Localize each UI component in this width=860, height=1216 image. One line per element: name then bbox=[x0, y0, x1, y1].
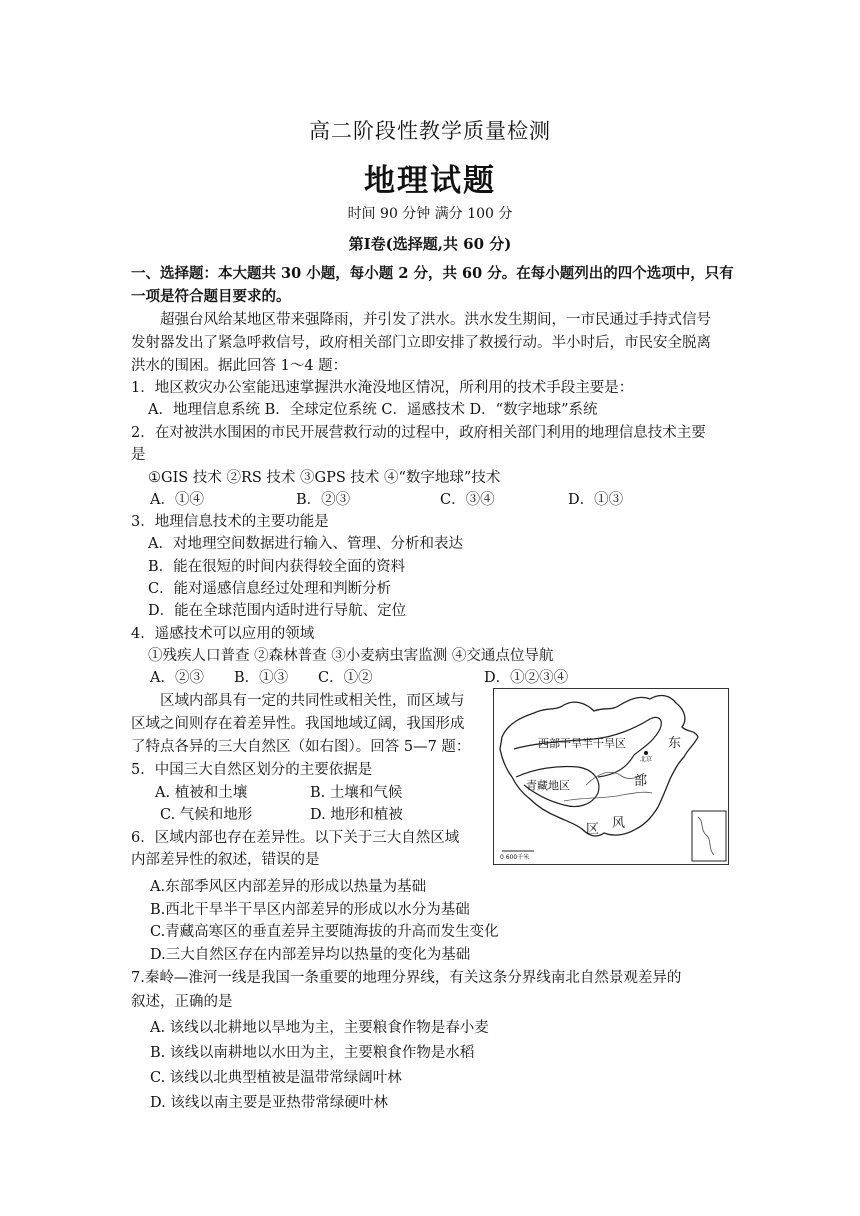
label-qingzang: 青藏地区 bbox=[526, 779, 570, 792]
passage2-line-1: 区域内部具有一定的共同性或相关性，而区域与 bbox=[160, 693, 465, 709]
china-natural-regions-map bbox=[493, 688, 729, 865]
passage1-line-1: 超强台风给某地区带来强降雨，并引发了洪水。洪水发生期间，一市民通过手持式信号 bbox=[160, 312, 711, 328]
south-china-sea-inset bbox=[692, 811, 726, 861]
q3-stem: 3．地理信息技术的主要功能是 bbox=[131, 514, 329, 530]
q7-option-b: B. 该线以南耕地以水田为主，主要粮食作物是水稻 bbox=[150, 1045, 475, 1061]
q4-items: ①残疾人口普查 ②森林普查 ③小麦病虫害监测 ④交通点位导航 bbox=[148, 648, 554, 664]
instructions-line-1: 一、选择题：本大题共 30 小题，每小题 2 分，共 60 分。在每小题列出的四个选项中，只有 bbox=[131, 265, 734, 282]
q7-stem-2: 叙述，正确的是 bbox=[131, 994, 233, 1010]
q1-stem: 1．地区救灾办公室能迅速掌握洪水淹没地区情况，所利用的技术手段主要是： bbox=[131, 380, 634, 396]
part-title: 第Ⅰ卷(选择题,共 60 分) bbox=[348, 235, 512, 253]
q1-options: A．地理信息系统 B．全球定位系统 C．遥感技术 D．“数字地球”系统 bbox=[148, 402, 598, 418]
q3-option-c: C．能对遥感信息经过处理和判断分析 bbox=[148, 581, 392, 597]
map-drawing bbox=[494, 689, 728, 864]
china-outline bbox=[500, 696, 698, 836]
q7-option-a: A. 该线以北耕地以旱地为主，主要粮食作物是春小麦 bbox=[150, 1020, 489, 1036]
passage2-line-3: 了特点各异的三大自然区（如右图）。回答 5—7 题： bbox=[131, 739, 471, 755]
q5-option-a: A. 植被和土壤 bbox=[155, 785, 248, 801]
time-info: 时间 90 分钟 满分 100 分 bbox=[347, 206, 513, 222]
yangtze-river bbox=[564, 792, 652, 801]
q3-option-a: A．对地理空间数据进行输入、管理、分析和表达 bbox=[148, 536, 463, 552]
q2-option-c: C．③④ bbox=[440, 492, 495, 508]
q4-stem: 4．遥感技术可以应用的领域 bbox=[131, 626, 315, 642]
q2-option-d: D．①③ bbox=[568, 492, 624, 508]
q2-stem-2: 是 bbox=[131, 447, 146, 463]
label-east: 东 bbox=[668, 736, 682, 751]
scale-label: 0 600千米 bbox=[500, 854, 530, 861]
passage1-line-3: 洪水的围困。据此回答 1～4 题： bbox=[131, 358, 348, 374]
q4-option-b: B．①③ bbox=[234, 670, 289, 686]
q5-option-c: C. 气候和地形 bbox=[160, 807, 253, 823]
q3-option-d: D．能在全球范围内适时进行导航、定位 bbox=[148, 603, 407, 619]
label-feng: 风 bbox=[612, 816, 626, 831]
q4-option-c: C．①② bbox=[318, 670, 373, 686]
passage2-line-2: 区域之间则存在着差异性。我国地域辽阔，我国形成 bbox=[131, 716, 465, 732]
q7-stem-1: 7.秦岭—淮河一线是我国一条重要的地理分界线，有关这条分界线南北自然景观差异的 bbox=[131, 970, 682, 986]
q2-stem-1: 2．在对被洪水围困的市民开展营救行动的过程中，政府相关部门利用的地理信息技术主要 bbox=[131, 425, 706, 441]
q2-option-b: B．②③ bbox=[296, 492, 351, 508]
label-beijing: 北京 bbox=[640, 756, 653, 763]
q5-stem: 5．中国三大自然区划分的主要依据是 bbox=[131, 762, 373, 778]
q7-option-c: C. 该线以北典型植被是温带常绿阔叶林 bbox=[150, 1070, 402, 1086]
exam-title: 地理试题 bbox=[364, 163, 496, 199]
beijing-dot bbox=[644, 751, 648, 755]
q6-option-a: A.东部季风区内部差异的形成以热量为基础 bbox=[150, 879, 427, 895]
q4-option-a: A．②③ bbox=[150, 670, 204, 686]
q5-option-d: D. 地形和植被 bbox=[310, 807, 403, 823]
q6-option-b: B.西北干旱半干旱区内部差异的形成以水分为基础 bbox=[150, 902, 470, 918]
q6-stem-2: 内部差异性的叙述，错误的是 bbox=[131, 852, 320, 868]
q6-option-c: C.青藏高寒区的垂直差异主要随海拔的升高而发生变化 bbox=[150, 924, 499, 940]
passage1-line-2: 发射器发出了紧急呼救信号，政府相关部门立即安排了救援行动。半小时后，市民安全脱离 bbox=[131, 335, 711, 351]
q4-option-d: D．①②③④ bbox=[484, 670, 569, 686]
q6-stem-1: 6．区域内部也存在差异性。以下关于三大自然区域 bbox=[131, 830, 460, 846]
q6-option-d: D.三大自然区存在内部差异均以热量的变化为基础 bbox=[150, 947, 471, 963]
q2-items: ①GIS 技术 ②RS 技术 ③GPS 技术 ④“数字地球”技术 bbox=[148, 470, 501, 486]
q3-option-b: B．能在很短的时间内获得较全面的资料 bbox=[148, 559, 406, 575]
q5-option-b: B. 土壤和气候 bbox=[310, 785, 403, 801]
q2-option-a: A．①④ bbox=[150, 492, 204, 508]
label-bu: 部 bbox=[634, 774, 648, 789]
instructions-line-2: 一项是符合题目要求的。 bbox=[131, 288, 291, 305]
exam-subtitle: 高二阶段性教学质量检测 bbox=[309, 119, 551, 143]
east-boundary bbox=[598, 755, 634, 777]
q7-option-d: D. 该线以南主要是亚热带常绿硬叶林 bbox=[150, 1095, 388, 1111]
label-northwest: 西部干旱半干旱区 bbox=[538, 737, 626, 750]
label-qu: 区 bbox=[586, 822, 600, 837]
